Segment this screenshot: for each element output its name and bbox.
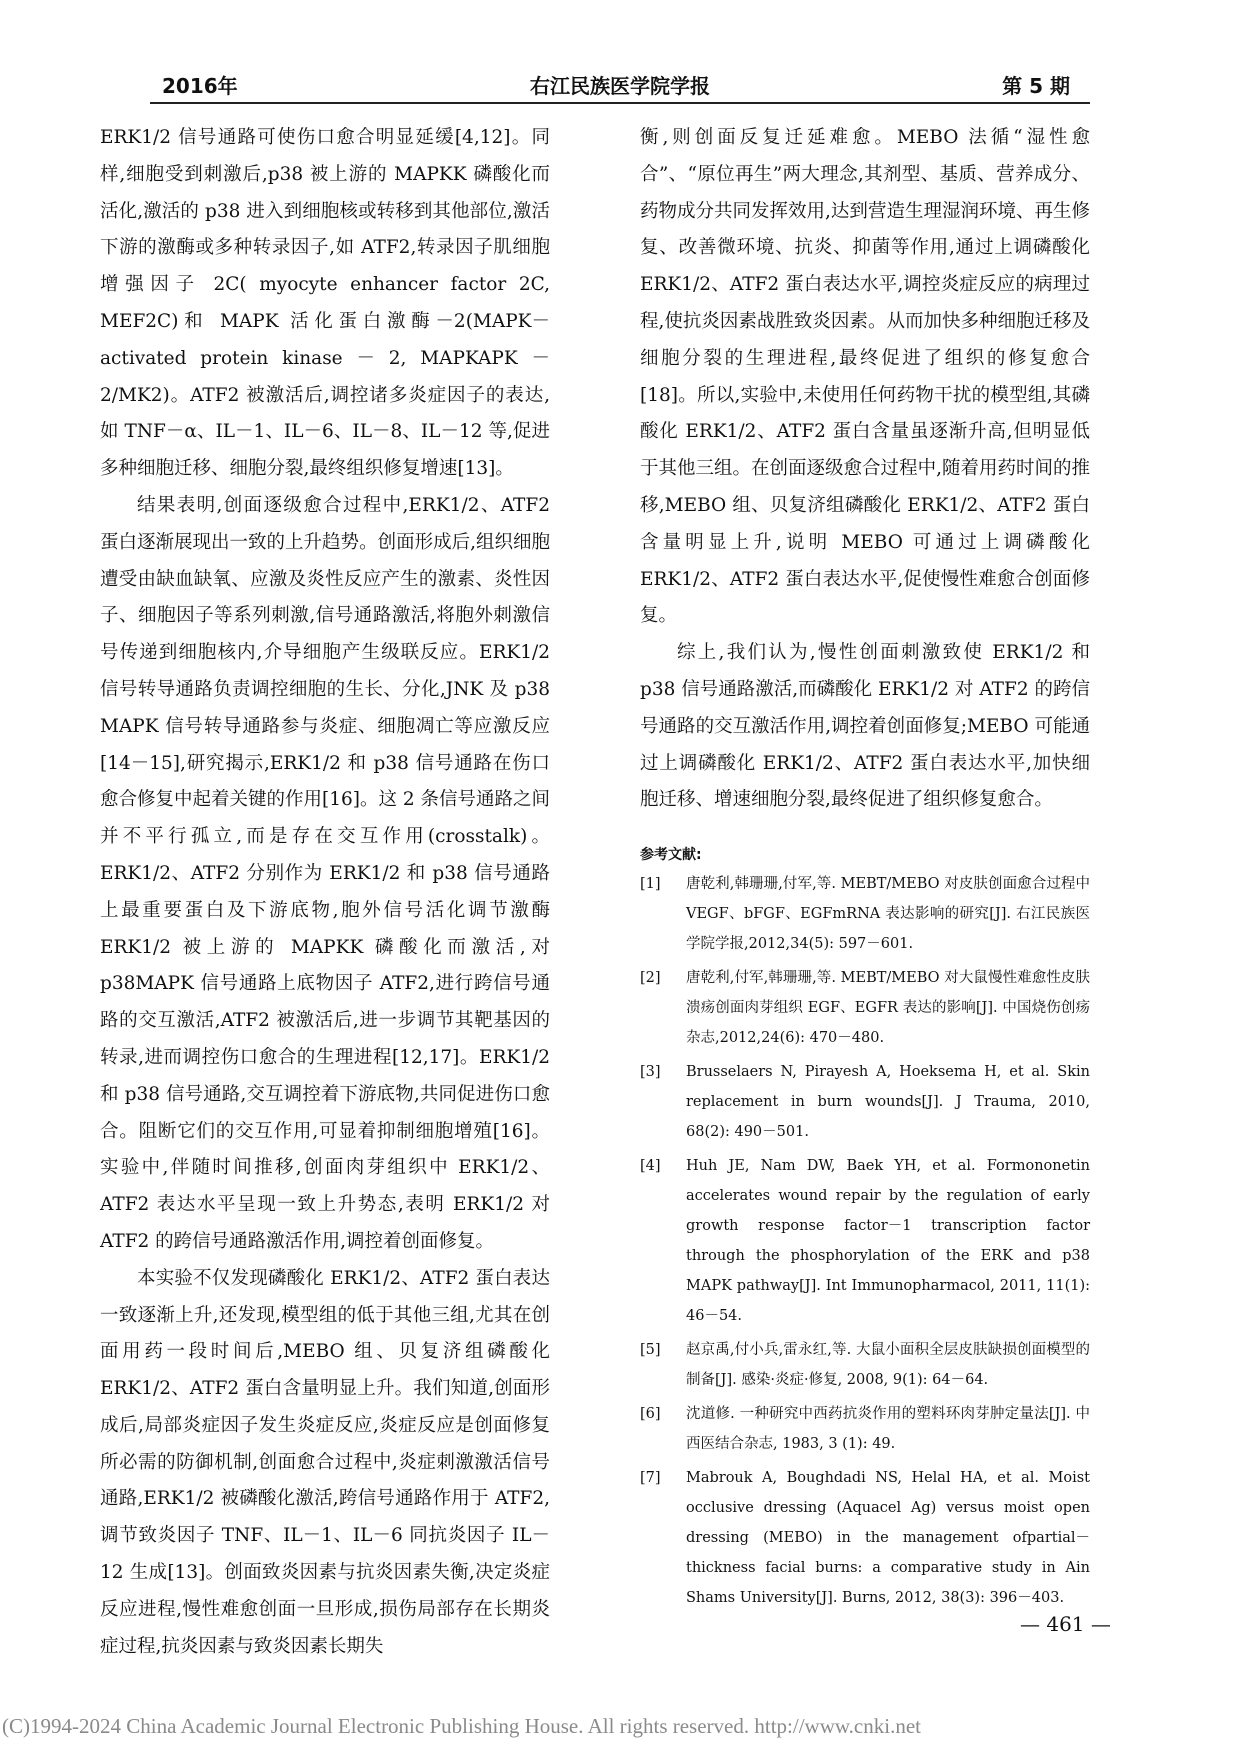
running-header (150, 62, 1090, 104)
reference-item (640, 1399, 1090, 1459)
right-column (640, 120, 1090, 1617)
reference-text: 唐乾利,韩珊珊,付军,等. MEBT/MEBO 对皮肤创面愈合过程中 VEGF、bFGF、EGFmRNA 表达影响的研究[J]. 右江民族医学院学报,2012,34(5): 597－601. (686, 876, 1090, 953)
reference-item (640, 1335, 1090, 1395)
reference-number: [2] (640, 970, 661, 987)
reference-number: [4] (640, 1158, 661, 1175)
references-title: 参考文献: (640, 847, 702, 864)
paragraph: 衡,则创面反复迁延难愈。MEBO 法循“湿性愈合”、“原位再生”两大理念,其剂型、基质、营养成分、药物成分共同发挥效用,达到营造生理湿润环境、再生修复、改善微环境、抗炎、抑菌等作用,通过上调磷酸化 ERK1/2、ATF2 蛋白表达水平,调控炎症反应的病理过程,使抗炎因素战胜致炎因素。从而加快多种细胞迁移及细胞分裂的生理进程,最终促进了组织的修复愈合[18]。所以,实验中,未使用任何药物干扰的模型组,其磷酸化 ERK1/2、ATF2 蛋白含量虽逐渐升高,但明显低于其他三组。在创面逐级愈合过程中,随着用药时间的推移,MEBO 组、贝复济组磷酸化 ERK1/2、ATF2 蛋白含量明显上升,说明 MEBO 可通过上调磷酸化 ERK1/2、ATF2 蛋白表达水平,促使慢性难愈合创面修复。 (640, 127, 1090, 627)
copyright-footer: (C)1994-2024 China Academic Journal Electronic Publishing House. All rights reserved. http://www.cnki.net (2, 1714, 921, 1738)
reference-text: Huh JE, Nam DW, Baek YH, et al. Formononetin accelerates wound repair by the regulation of early growth response factor－1 transcription factor through the phosphorylation of the ERK and p38 MAPK pathway[J]. Int Immunopharmacol, 2011, 11(1): 46－54. (686, 1158, 1090, 1325)
reference-text: 唐乾利,付军,韩珊珊,等. MEBT/MEBO 对大鼠慢性难愈性皮肤溃疡创面肉芽组织 EGF、EGFR 表达的影响[J]. 中国烧伤创疡杂志,2012,24(6): 470－480. (686, 970, 1090, 1047)
reference-item (640, 1057, 1090, 1147)
reference-text: Mabrouk A, Boughdadi NS, Helal HA, et al. Moist occlusive dressing (Aquacel Ag) versus moist open dressing (MEBO) in the management ofpartial－ thickness facial burns: a comparative study in Ain Shams University[J]. Burns, 2012, 38(3): 396－403. (686, 1470, 1090, 1607)
reference-text: 沈道修. 一种研究中西药抗炎作用的塑料环肉芽肿定量法[J]. 中西医结合杂志, 1983, 3 (1): 49. (686, 1406, 1090, 1453)
page-number: — 461 — (1020, 1612, 1111, 1636)
paragraph: 结果表明,创面逐级愈合过程中,ERK1/2、ATF2 蛋白逐渐展现出一致的上升趋势。创面形成后,组织细胞遭受由缺血缺氧、应激及炎性反应产生的激素、炎性因子、细胞因子等系列刺激,信号通路激活,将胞外刺激信号传递到细胞核内,介导细胞产生级联反应。ERK1/2 信号转导通路负责调控细胞的生长、分化,JNK 及 p38 MAPK 信号转导通路参与炎症、细胞凋亡等应激反应[14－15],研究揭示,ERK1/2 和 p38 信号通路在伤口愈合修复中起着关键的作用[16]。这 2 条信号通路之间并不平行孤立,而是存在交互作用(crosstalk)。ERK1/2、ATF2 分别作为 ERK1/2 和 p38 信号通路上最重要蛋白及下游底物,胞外信号活化调节激酶 ERK1/2 被上游的 MAPKK 磷酸化而激活,对 p38MAPK 信号通路上底物因子 ATF2,进行跨信号通路的交互激活,ATF2 被激活后,进一步调节其靶基因的转录,进而调控伤口愈合的生理进程[12,17]。ERK1/2 和 p38 信号通路,交互调控着下游底物,共同促进伤口愈合。阻断它们的交互作用,可显着抑制细胞增殖[16]。实验中,伴随时间推移,创面肉芽组织中 ERK1/2、ATF2 表达水平呈现一致上升势态,表明 ERK1/2 对 ATF2 的跨信号通路激活作用,调控着创面修复。 (100, 494, 551, 1252)
reference-item (640, 869, 1090, 959)
reference-number: [3] (640, 1064, 661, 1081)
header-issue: 第 5 期 (1002, 74, 1070, 98)
header-year: 2016年 (162, 74, 238, 98)
paragraph: 本实验不仅发现磷酸化 ERK1/2、ATF2 蛋白表达一致逐渐上升,还发现,模型组的低于其他三组,尤其在创面用药一段时间后,MEBO 组、贝复济组磷酸化 ERK1/2、ATF2 蛋白含量明显上升。我们知道,创面形成后,局部炎症因子发生炎症反应,炎症反应是创面修复所必需的防御机制,创面愈合过程中,炎症刺激激活信号通路,ERK1/2 被磷酸化激活,跨信号通路作用于 ATF2,调节致炎因子 TNF、IL－1、IL－6 同抗炎因子 IL－12 生成[13]。创面致炎因素与抗炎因素失衡,决定炎症反应进程,慢性难愈创面一旦形成,损伤局部存在长期炎症过程,抗炎因素与致炎因素长期失 (100, 1267, 550, 1657)
reference-text: Brusselaers N, Pirayesh A, Hoeksema H, et al. Skin replacement in burn wounds[J]. J Trauma, 2010, 68(2): 490－501. (686, 1064, 1090, 1141)
header-journal-title: 右江民族医学院学报 (530, 74, 710, 98)
reference-item (640, 1151, 1090, 1331)
left-column (100, 120, 550, 1665)
reference-number: [7] (640, 1470, 661, 1487)
paragraph: 综上,我们认为,慢性创面刺激致使 ERK1/2 和 p38 信号通路激活,而磷酸化 ERK1/2 对 ATF2 的跨信号通路的交互激活作用,调控着创面修复;MEBO 可能通过上调磷酸化 ERK1/2、ATF2 蛋白表达水平,加快细胞迁移、增速细胞分裂,最终促进了组织修复愈合。 (640, 642, 1090, 811)
references-section (640, 841, 1090, 1613)
reference-number: [1] (640, 876, 661, 893)
reference-item (640, 1463, 1090, 1613)
reference-text: 赵京禹,付小兵,雷永红,等. 大鼠小面积全层皮肤缺损创面模型的制备[J]. 感染·炎症·修复, 2008, 9(1): 64－64. (686, 1342, 1090, 1389)
reference-number: [5] (640, 1342, 661, 1359)
reference-number: [6] (640, 1406, 661, 1423)
paragraph: ERK1/2 信号通路可使伤口愈合明显延缓[4,12]。同样,细胞受到刺激后,p38 被上游的 MAPKK 磷酸化而活化,激活的 p38 进入到细胞核或转移到其他部位,激活下游的激酶或多种转录因子,如 ATF2,转录因子肌细胞增强因子 2C( myocyte enhancer factor 2C, MEF2C)和 MAPK 活化蛋白激酶－2(MAPK－activated protein kinase － 2, MAPKAPK － 2/MK2)。ATF2 被激活后,调控诸多炎症因子的表达,如 TNF－α、IL－1、IL－6、IL－8、IL－12 等,促进多种细胞迁移、细胞分裂,最终组织修复增速[13]。 (100, 127, 550, 480)
reference-item (640, 963, 1090, 1053)
